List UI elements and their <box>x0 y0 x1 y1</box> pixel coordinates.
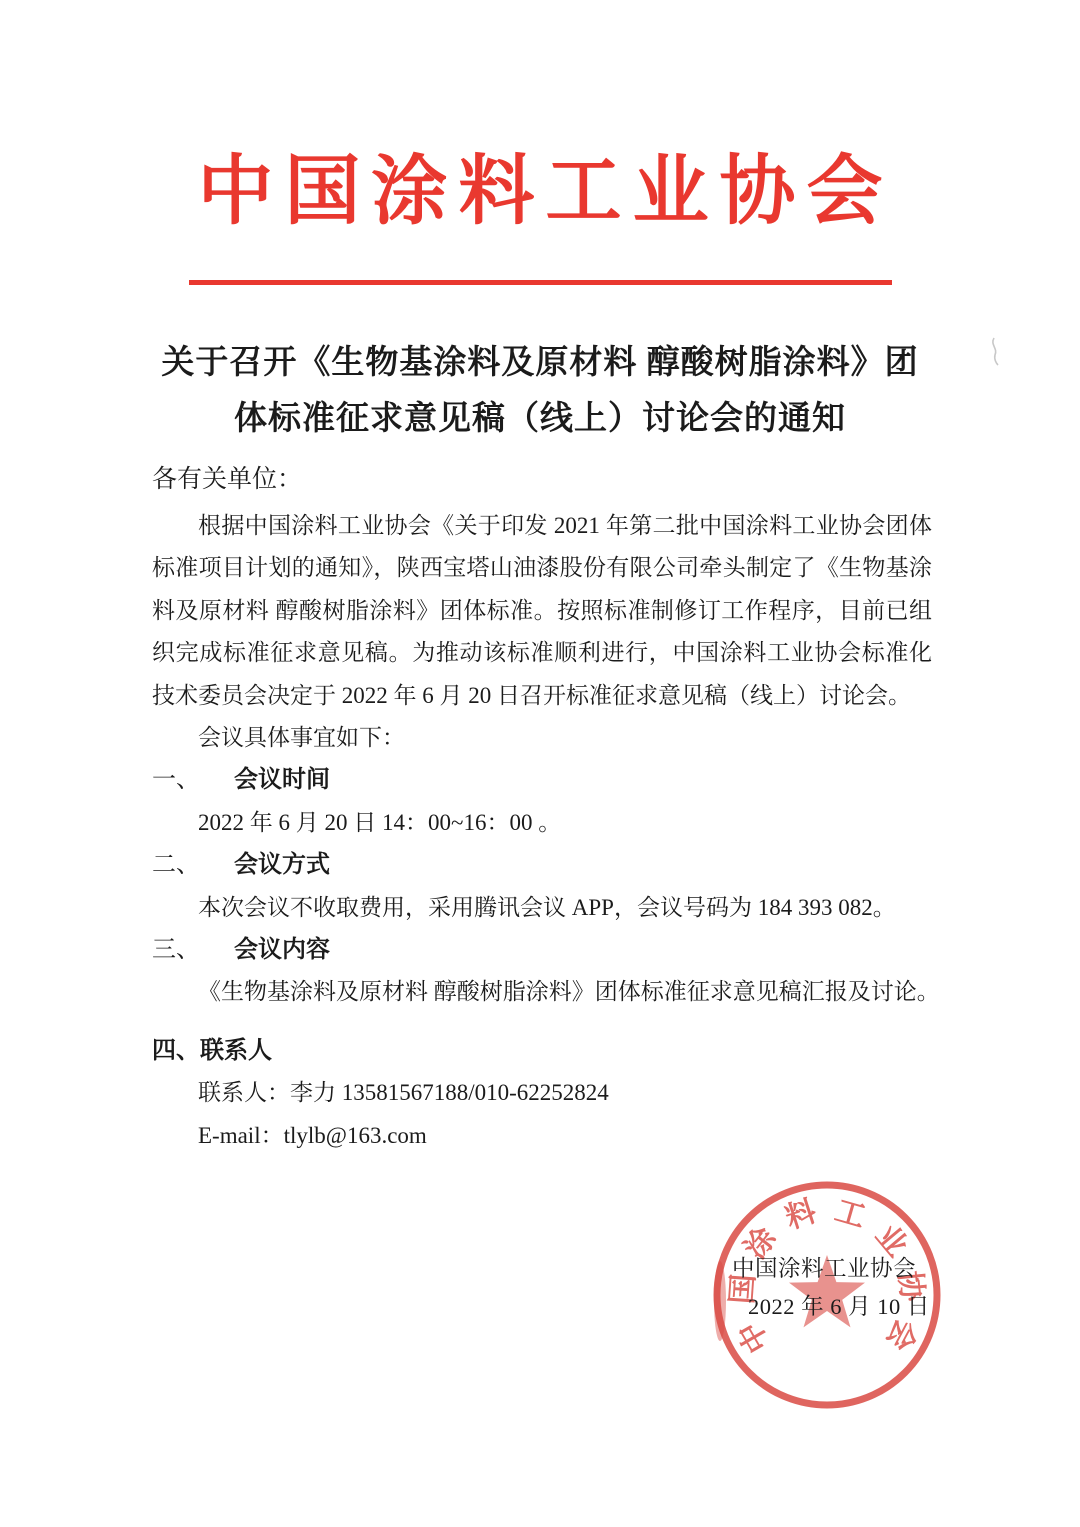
letterhead-divider <box>189 280 892 285</box>
section-1-heading <box>152 759 932 801</box>
section-2-heading <box>152 844 932 886</box>
section-3-content: 《生物基涂料及原材料 醇酸树脂涂料》团体标准征求意见稿汇报及讨论。 <box>198 979 940 1005</box>
scan-artifact <box>985 335 1009 369</box>
document-body <box>152 457 940 1157</box>
section-3-heading <box>152 929 932 971</box>
document-title-line2: 体标准征求意见稿（线上）讨论会的通知 <box>234 401 846 437</box>
seal-char: 中 <box>732 1315 777 1359</box>
section-2-content: 本次会议不收取费用，采用腾讯会议 APP，会议号码为 184 393 082。 <box>198 894 896 920</box>
agenda-lead-in: 会议具体事宜如下： <box>198 725 405 751</box>
seal-char: 涂 <box>738 1221 784 1266</box>
section-2-title: 会议方式 <box>234 851 330 879</box>
seal-char: 业 <box>869 1218 914 1264</box>
contact-phone-line: 联系人：李力 13581567188/010-62252824 <box>198 1080 609 1106</box>
document-title-line1: 关于召开《生物基涂料及原材料 醇酸树脂涂料》团 <box>161 345 919 381</box>
intro-paragraph: 根据中国涂料工业协会《关于印发 2021 年第二批中国涂料工业协会团体标准项目计划的通知》，陕西宝塔山油漆股份有限公司牵头制定了《生物基涂料及原材料 醇酸树脂涂料》团体标准。按照标准制修订工作程序，目前已组织完成标准征求意见稿。为推动该标准顺利进行，中国涂料工业协会标准化技术委员会决定于 2022 年 6 月 20 日召开标准征求意见稿（线上）讨论会。 <box>152 513 932 708</box>
seal-char: 料 <box>781 1194 821 1236</box>
salutation: 各有关单位： <box>152 466 303 493</box>
document-title <box>80 335 1000 447</box>
section-1-content: 2022 年 6 月 20 日 14：00~16：00 。 <box>198 809 562 835</box>
signature-date: 2022 年 6 月 10 日 <box>748 1294 930 1319</box>
letterhead <box>0 0 1080 285</box>
seal-char: 国 <box>725 1272 761 1306</box>
seal-char: 会 <box>879 1313 923 1356</box>
section-4-title: 联系人 <box>200 1036 272 1064</box>
seal-ring-smudge <box>714 1261 726 1341</box>
section-3-title: 会议内容 <box>234 936 330 964</box>
seal-char: 协 <box>892 1269 929 1303</box>
contact-email-line: E-mail：tlylb@163.com <box>198 1122 427 1148</box>
signature-org-name: 中国涂料工业协会 <box>732 1256 917 1281</box>
section-1-number: 一、 <box>152 767 200 794</box>
section-4-heading <box>152 1030 932 1072</box>
section-4-number: 四、 <box>152 1036 200 1064</box>
section-1-title: 会议时间 <box>234 766 330 794</box>
letterhead-org-name: 中国涂料工业协会 <box>197 150 894 234</box>
seal-char: 工 <box>831 1194 870 1235</box>
section-3-number: 三、 <box>152 937 200 964</box>
section-2-number: 二、 <box>152 852 200 879</box>
scan-artifact-stroke <box>993 338 998 365</box>
